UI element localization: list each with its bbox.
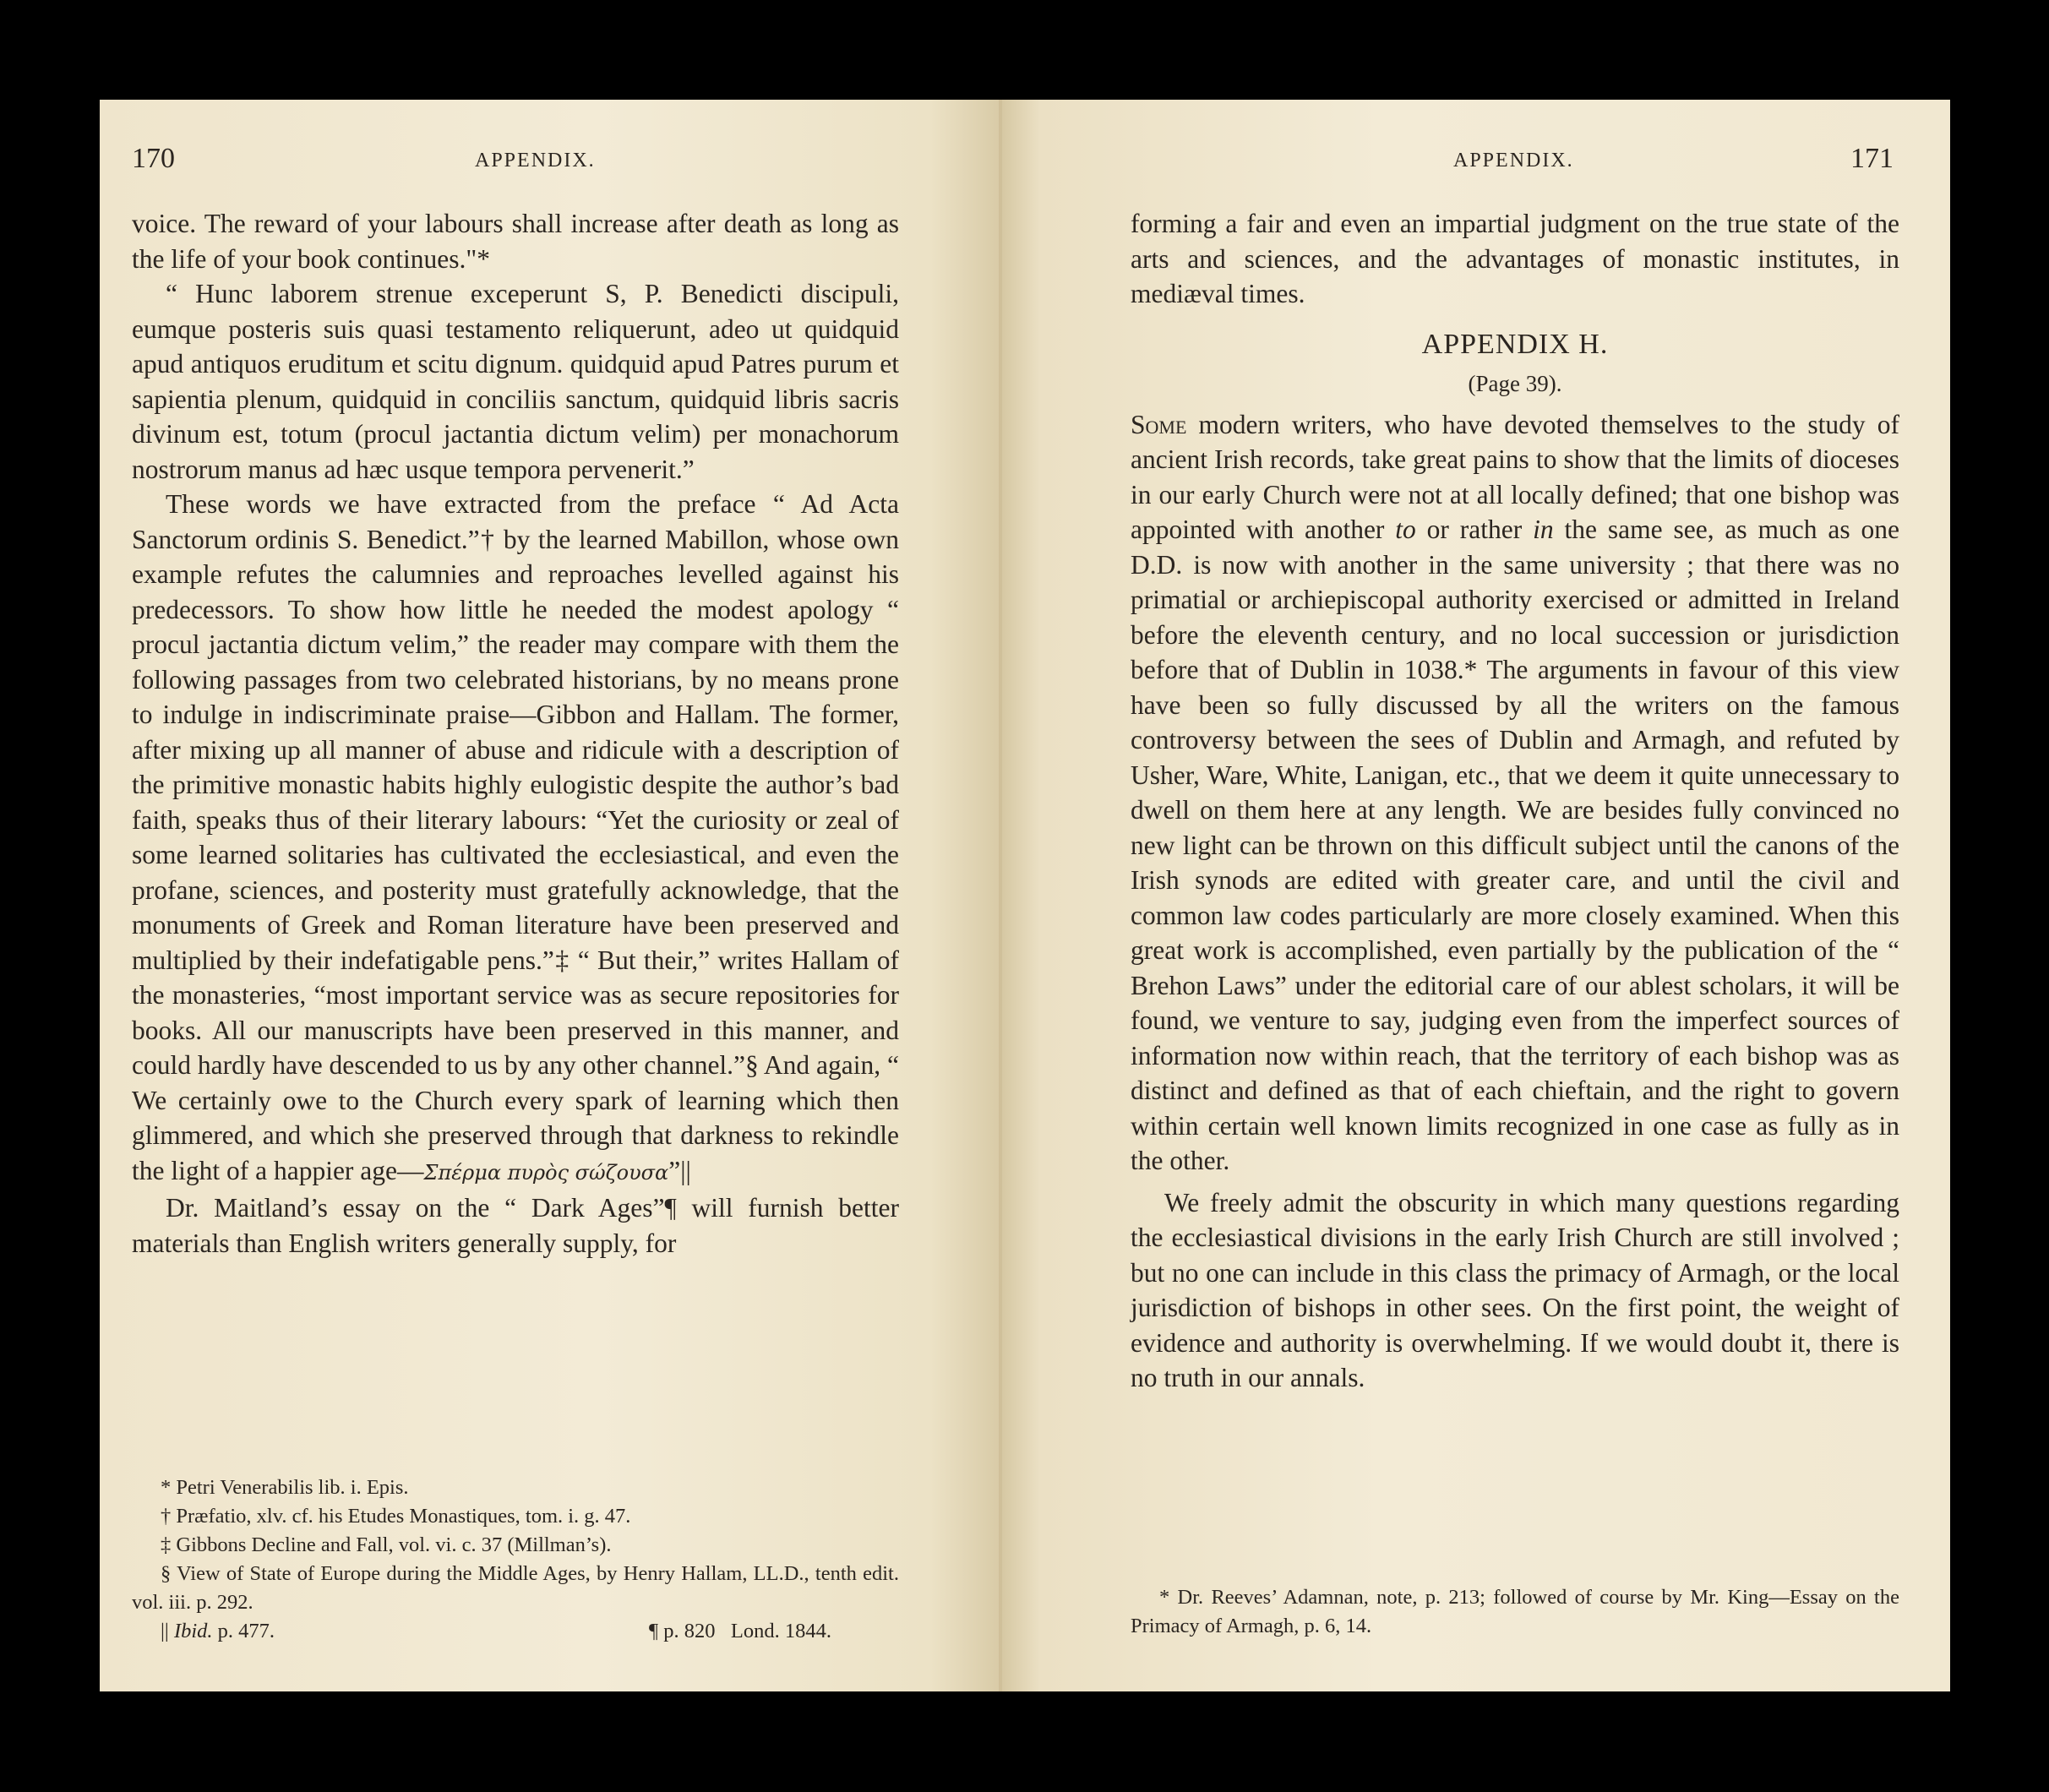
footnote-ibid-page: p. 477. (217, 1620, 275, 1642)
footnote-last-line (132, 1617, 899, 1646)
footnote-ibid-word: Ibid. (173, 1620, 213, 1642)
right-page-number: 171 (1850, 143, 1894, 174)
footnote-double-dagger: ‡ Gibbons Decline and Fall, vol. vi. c. 37 (Millman’s). (161, 1533, 612, 1556)
footnote-section: § View of State of Europe during the Middle Ages, by Henry Hallam, LL.D., tenth edit. vol. iii. p. 292. (132, 1562, 899, 1614)
footnote-dagger: † Præfatio, xlv. cf. his Etudes Monastiques, tom. i. g. 47. (161, 1505, 631, 1528)
italic-to: to (1395, 515, 1416, 544)
left-paragraph-2: “ Hunc laborem strenue exceperunt S, P. Benedicti discipuli, eumque posteris suis quasi testamento reliquerunt, adeo ut quidquid apud antiquos eruditum et scitu dignum. quidquid apud Patres purum et sapientia plenum, quidquid in conciliis sanctum, quidquid libris sacris divinum est, totum (procul jactantia dictum velim) per monachorum nostrorum manus ad hæc usque tempora pervenerit.” (132, 279, 899, 484)
right-running-head (1002, 135, 1950, 182)
italic-in: in (1533, 515, 1554, 544)
left-running-title: APPENDIX. (475, 150, 596, 172)
left-page-number: 170 (132, 143, 175, 174)
left-paragraph-1: voice. The reward of your labours shall increase after death as long as the life of your book continues."* (132, 209, 899, 274)
appendix-page-ref: (Page 39). (1468, 371, 1562, 396)
right-paragraph-1-b: or rather (1415, 515, 1534, 544)
appendix-heading: APPENDIX H. (1421, 328, 1609, 360)
book-spread (100, 100, 1950, 1691)
footnote-star: * Petri Venerabilis lib. i. Epis. (161, 1476, 409, 1499)
footnote-reeves: * Dr. Reeves’ Adamnan, note, p. 213; followed of course by Mr. King—Essay on the Primacy of Armagh, p. 6, 14. (1131, 1586, 1899, 1637)
greek-quote: Σπέρμα πυρὸς σώζουσα (423, 1160, 669, 1185)
right-footnotes (1131, 1583, 1899, 1641)
drop-word: Some (1131, 409, 1187, 439)
left-body-text (132, 206, 899, 1261)
footnote-ibid-mark: || (161, 1620, 169, 1642)
right-paragraph-1-c: the same see, as much as one D.D. is now with another in the same university ; that there was no primatial or archiepiscopal authority exercised or admitted in Ireland before the eleventh century, and no local succession or jurisdiction before that of Dublin in 1038.* The arguments in favour of this view have been so fully discussed by all the writers on the famous controversy between the sees of Dublin and Armagh, and refuted by Usher, Ware, White, Lanigan, etc., that we deem it quite unnecessary to dwell on them here at any length. We are besides fully convinced no new light can be thrown on this difficult subject until the canons of the Irish synods are edited with greater care, and until the civil and common law codes particularly are more closely examined. When this great work is accomplished, even partially by the publication of the “ Brehon Laws” under the editorial care of our ablest scholars, it will be found, we venture to say, judging even from the imperfect sources of information now within reach, that the territory of each bishop was as distinct and defined as that of each chieftain, and the right to govern within certain well known limits recognized in one case as fully as in the other. (1131, 515, 1900, 1175)
left-paragraph-4: Dr. Maitland’s essay on the “ Dark Ages”¶ will furnish better materials than English writers generally supply, for (132, 1193, 899, 1258)
left-page (100, 100, 1002, 1691)
right-paragraph-2: We freely admit the obscurity in which many questions regarding the ecclesiastical divisions in the early Irish Church are still involved ; but no one can include in this class the primacy of Armagh, or the local jurisdiction of bishops in other sees. On the first point, the weight of evidence and authority is overwhelming. If we would doubt it, there is no truth in our annals. (1131, 1187, 1899, 1392)
right-running-title: APPENDIX. (1453, 150, 1574, 172)
footnote-ibid (161, 1617, 275, 1646)
left-paragraph-3 (132, 487, 899, 1190)
left-paragraph-3-text: These words we have extracted from the preface “ Ad Acta Sanctorum ordinis S. Benedict.”† by the learned Mabillon, whose own example refutes the calumnies and reproaches levelled against his predecessors. To show how little he needed the modest apology “ procul jactantia dictum velim,” the reader may compare with them the following passages from two celebrated historians, by no means prone to indulge in indiscriminate praise—Gibbon and Hallam. The former, after mixing up all manner of abuse and ridicule with a description of the primitive monastic habits highly eulogistic despite the author’s bad faith, speaks thus of their literary labours: “Yet the curiosity or zeal of some learned solitaries has cultivated the ecclesiastical, and even the profane, sciences, and posterity must gratefully acknowledge, that the monuments of Greek and Roman literature have been preserved and multiplied by their indefatigable pens.”‡ “ But their,” writes Hallam of the monasteries, “most important service was as secure repositories for books. All our manuscripts have been preserved in this manner, and could hardly have descended to us by any other channel.”§ And again, “ We certainly owe to the Church every spark of learning which then glimmered, and which she preserved through that darkness to rekindle the light of a happier age— (132, 489, 899, 1185)
greek-quote-close: ”|| (668, 1155, 691, 1185)
right-paragraph-1-a: modern writers, who have devoted themselves to the study of ancient Irish records, take great pains to show that the limits of dioceses in our early Church were not at all locally defined; that one bishop was appointed with another (1131, 409, 1899, 544)
right-paragraph-opening: forming a fair and even an impartial judgment on the true state of the arts and sciences, and the advantages of monastic institutes, in mediæval times. (1131, 209, 1899, 308)
left-footnotes (132, 1473, 899, 1646)
footnote-pilcrow: ¶ p. 820 Lond. 1844. (649, 1620, 831, 1642)
right-body-text (1131, 206, 1899, 1396)
right-page (1002, 100, 1950, 1691)
right-paragraph-1 (1131, 407, 1899, 1179)
left-running-head (132, 135, 977, 182)
